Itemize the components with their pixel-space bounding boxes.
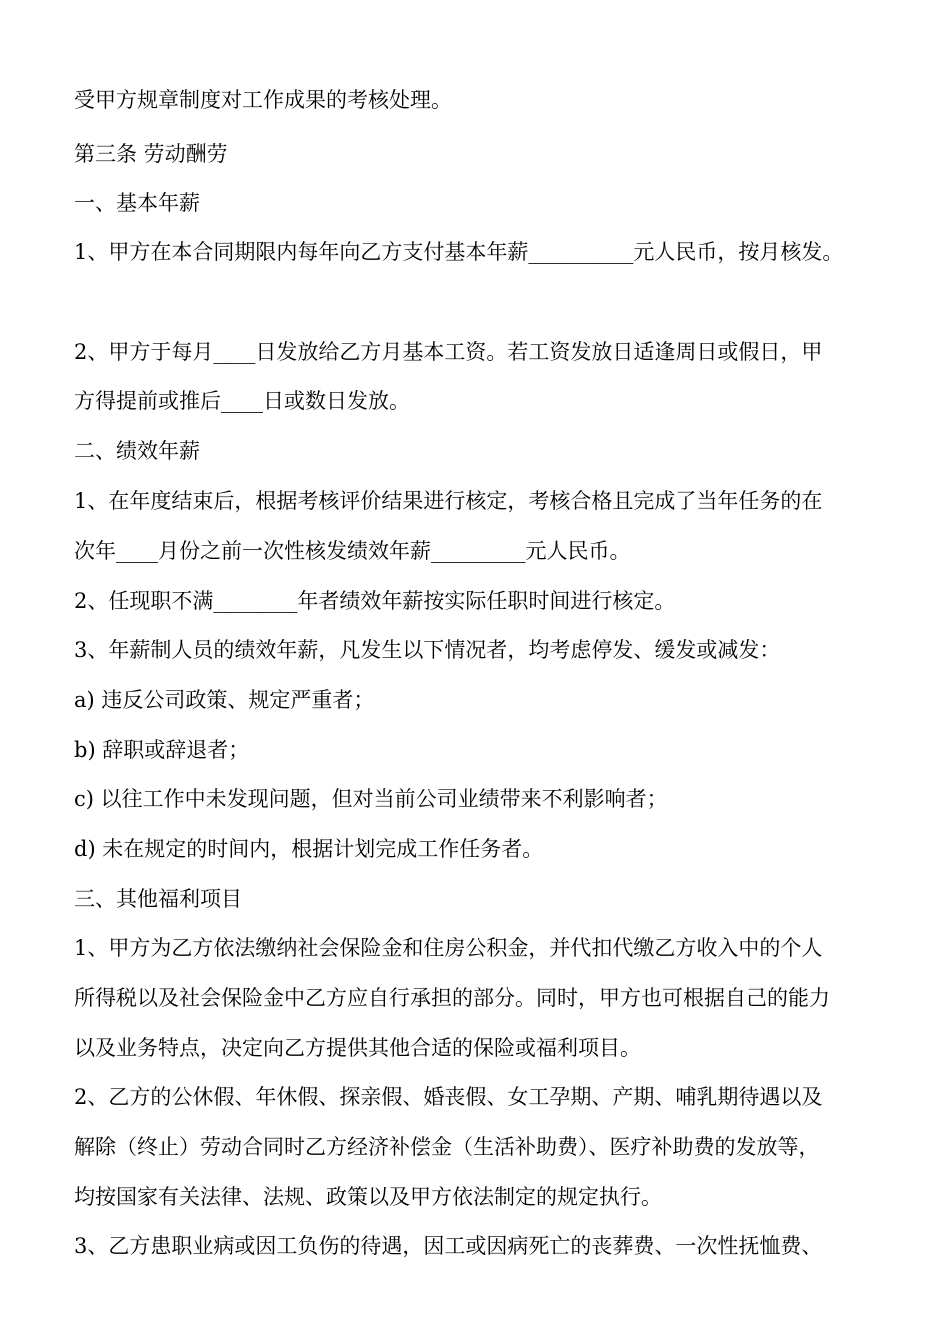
clause-benefits-1: 1、甲方为乙方依法缴纳社会保险金和住房公积金，并代扣代缴乙方收入中的个人 [74, 936, 823, 960]
list-item-d: d) 未在规定的时间内，根据计划完成工作任务者。 [74, 837, 544, 861]
clause-benefits-3: 3、乙方患职业病或因工负伤的待遇，因工或因病死亡的丧葬费、一次性抚恤费、 [74, 1234, 823, 1258]
article-heading-remuneration: 第三条 劳动酬劳 [74, 142, 228, 166]
list-item-a: a) 违反公司政策、规定严重者； [74, 688, 375, 712]
list-item-b: b) 辞职或辞退者； [74, 738, 250, 762]
list-item-c: c) 以往工作中未发现问题，但对当前公司业绩带来不利影响者； [74, 787, 668, 811]
section-heading-performance: 二、绩效年薪 [74, 439, 200, 463]
clause-performance-1-cont: 次年____月份之前一次性核发绩效年薪_________元人民币。 [74, 539, 631, 563]
clause-benefits-1-cont-a: 所得税以及社会保险金中乙方应自行承担的部分。同时，甲方也可根据自己的能力 [74, 986, 830, 1010]
clause-base-salary-2-cont: 方得提前或推后____日或数日发放。 [74, 389, 410, 413]
clause-base-salary-2: 2、甲方于每月____日发放给乙方月基本工资。若工资发放日适逢周日或假日，甲 [74, 340, 823, 364]
section-heading-benefits: 三、其他福利项目 [74, 887, 242, 911]
text-line-assessment-handling: 受甲方规章制度对工作成果的考核处理。 [74, 88, 452, 112]
clause-base-salary-1: 1、甲方在本合同期限内每年向乙方支付基本年薪__________元人民币，按月核发。 [74, 240, 844, 264]
clause-performance-1: 1、在年度结束后，根据考核评价结果进行核定，考核合格且完成了当年任务的在 [74, 489, 823, 513]
section-heading-base-salary: 一、基本年薪 [74, 191, 200, 215]
clause-benefits-2: 2、乙方的公休假、年休假、探亲假、婚丧假、女工孕期、产期、哺乳期待遇以及 [74, 1085, 823, 1109]
clause-performance-2: 2、任现职不满________年者绩效年薪按实际任职时间进行核定。 [74, 589, 676, 613]
clause-benefits-2-cont-b: 均按国家有关法律、法规、政策以及甲方依法制定的规定执行。 [74, 1185, 662, 1209]
clause-benefits-2-cont-a: 解除（终止）劳动合同时乙方经济补偿金（生活补助费）、医疗补助费的发放等， [74, 1135, 820, 1159]
clause-performance-3: 3、年薪制人员的绩效年薪，凡发生以下情况者，均考虑停发、缓发或减发： [74, 638, 781, 662]
clause-benefits-1-cont-b: 以及业务特点，决定向乙方提供其他合适的保险或福利项目。 [74, 1036, 641, 1060]
